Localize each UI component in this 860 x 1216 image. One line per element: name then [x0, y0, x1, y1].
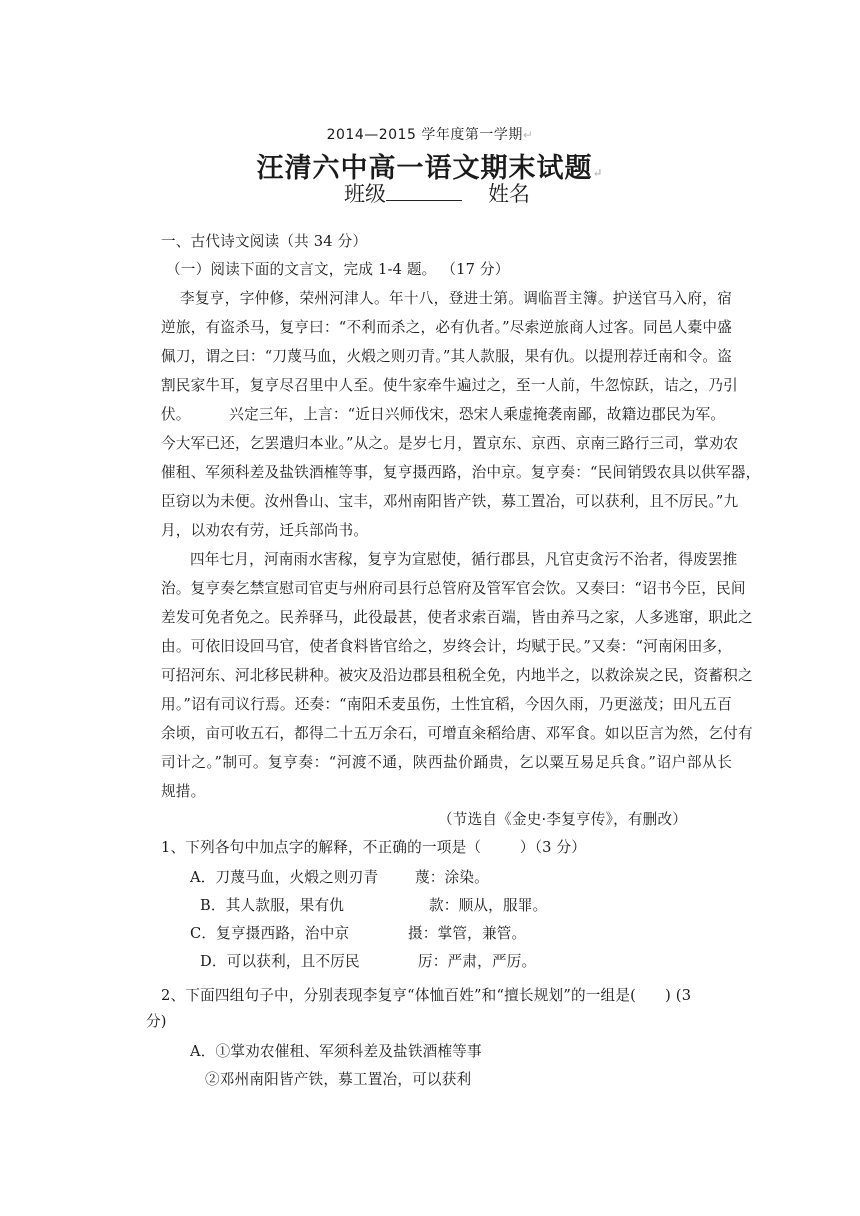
- passage-line: 今大军已还，乞罢遣归本业。”从之。是岁七月，置京东、京西、京南三路行三司，掌劝农: [161, 435, 739, 452]
- passage-line: 伏。 兴定三年，上言：“近日兴师伐宋，恐宋人乘虚掩袭南鄙，故籍边郡民为军。: [161, 406, 726, 423]
- passage-line: 四年七月，河南雨水害稼，复亨为宣慰使，循行郡县，凡官吏贪污不治者，得废罢推: [190, 551, 738, 568]
- school-year-line: 2014—2015 学年度第一学期↵: [326, 127, 534, 143]
- sub-heading: （一）阅读下面的文言文，完成 1-4 题。 （17 分）: [166, 261, 510, 278]
- option-c-sentence: C．复亨摄西路，治中京: [190, 925, 350, 942]
- passage-line: 由。可依旧设回马官，使者食料皆官给之，岁终会计，均赋于民。”又奏：“河南闲田多，: [161, 638, 732, 655]
- passage-line: 司计之。”制可。复亨奏：“河渡不通，陕西盐价踊贵，乞以粟互易足兵食。”诏户部从长: [161, 754, 732, 771]
- passage-line: 逆旅，有盗杀马，复亨曰：“不利而杀之，必有仇者。”尽索逆旅商人过客。同邑人橐中盛: [161, 319, 732, 336]
- passage-line: 佩刀，谓之曰：“刀蔑马血，火煅之则刃青。”其人款服，果有仇。以提刑荐迁南和令。盗: [161, 348, 732, 365]
- option-c-gloss: 摄：掌管，兼管。: [408, 925, 527, 942]
- option-b-gloss: 款：顺从，服罪。: [429, 897, 548, 914]
- option-a-line1: A．①掌劝农催租、军须科差及盐铁酒榷等事: [190, 1043, 482, 1060]
- passage-line: 割民家牛耳，复亨尽召里中人至。使牛家牵牛遍过之，至一人前，牛忽惊跃，诘之，乃引: [161, 377, 738, 394]
- option-a-gloss: 蔑：涂染。: [415, 869, 489, 886]
- passage-line: 治。复亨奏乞禁宣慰司官吏与州府司县行总管府及管军官会饮。又奏曰：“诏书今臣，民间: [161, 580, 746, 597]
- question-2-stem-cont: 分): [146, 1013, 167, 1030]
- option-a-sentence: A．刀蔑马血，火煅之则刃青: [190, 869, 379, 886]
- passage-line: 李复亨，字仲修，荣州河津人。年十八，登进士第。调临晋主簿。护送官马入府，宿: [180, 290, 732, 307]
- option-d-gloss: 厉：严肃，严厉。: [418, 953, 537, 970]
- section-heading: 一、古代诗文阅读（共 34 分）: [161, 233, 368, 250]
- option-d-sentence: D．可以获利，且不厉民: [200, 953, 360, 970]
- passage-line: 可招河东、河北移民耕种。被灾及沿边郡县租税全免，内地半之，以救涂炭之民，资蓄积之: [161, 667, 753, 684]
- option-b-sentence: B．其人款服，果有仇: [200, 897, 345, 914]
- option-a-line2: ②邓州南阳皆产铁，募工置冶，可以获利: [205, 1071, 472, 1088]
- name-label: 姓名: [488, 182, 530, 206]
- passage-line: 月，以劝农有劳，迁兵部尚书。: [161, 522, 369, 539]
- passage-line: 用。”诏有司议行焉。还奏：“南阳禾麦虽伤，土性宜稻，今因久雨，乃更滋茂；田凡五百: [161, 696, 732, 713]
- source-citation: （节选自《金史·李复亨传》，有删改）: [438, 811, 688, 828]
- question-2-stem: 2、下面四组句子中，分别表现李复亨“体恤百姓”和“擅长规划”的一组是( ) (3: [161, 987, 692, 1004]
- passage-line: 催租、军须科差及盐铁酒榷等事，复亨摄西路，治中京。复亨奏：“民间销毁农具以供军器，: [161, 464, 761, 481]
- class-label: 班级: [344, 182, 386, 206]
- passage-line: 差发可免者免之。民养驿马，此役最甚，使者求索百端，皆由养马之家，人多逃窜，职此之: [161, 609, 753, 626]
- passage-line: 臣窃以为未便。汝州鲁山、宝丰，邓州南阳皆产铁，募工置冶，可以获利，且不厉民。”九: [161, 493, 739, 510]
- passage-line: 规措。: [161, 783, 206, 800]
- class-blank[interactable]: [386, 182, 462, 201]
- exam-title: 汪清六中高一语文期末试题↵: [256, 153, 604, 184]
- passage-line: 余顷，亩可收五石，都得二十五万余石，可增直籴稻给唐、邓军食。如以臣言为然，乞付有: [161, 725, 753, 742]
- question-1-stem: 1、下列各句中加点字的解释，不正确的一项是（ ）（3 分）: [161, 839, 587, 856]
- student-info-line: [344, 178, 530, 208]
